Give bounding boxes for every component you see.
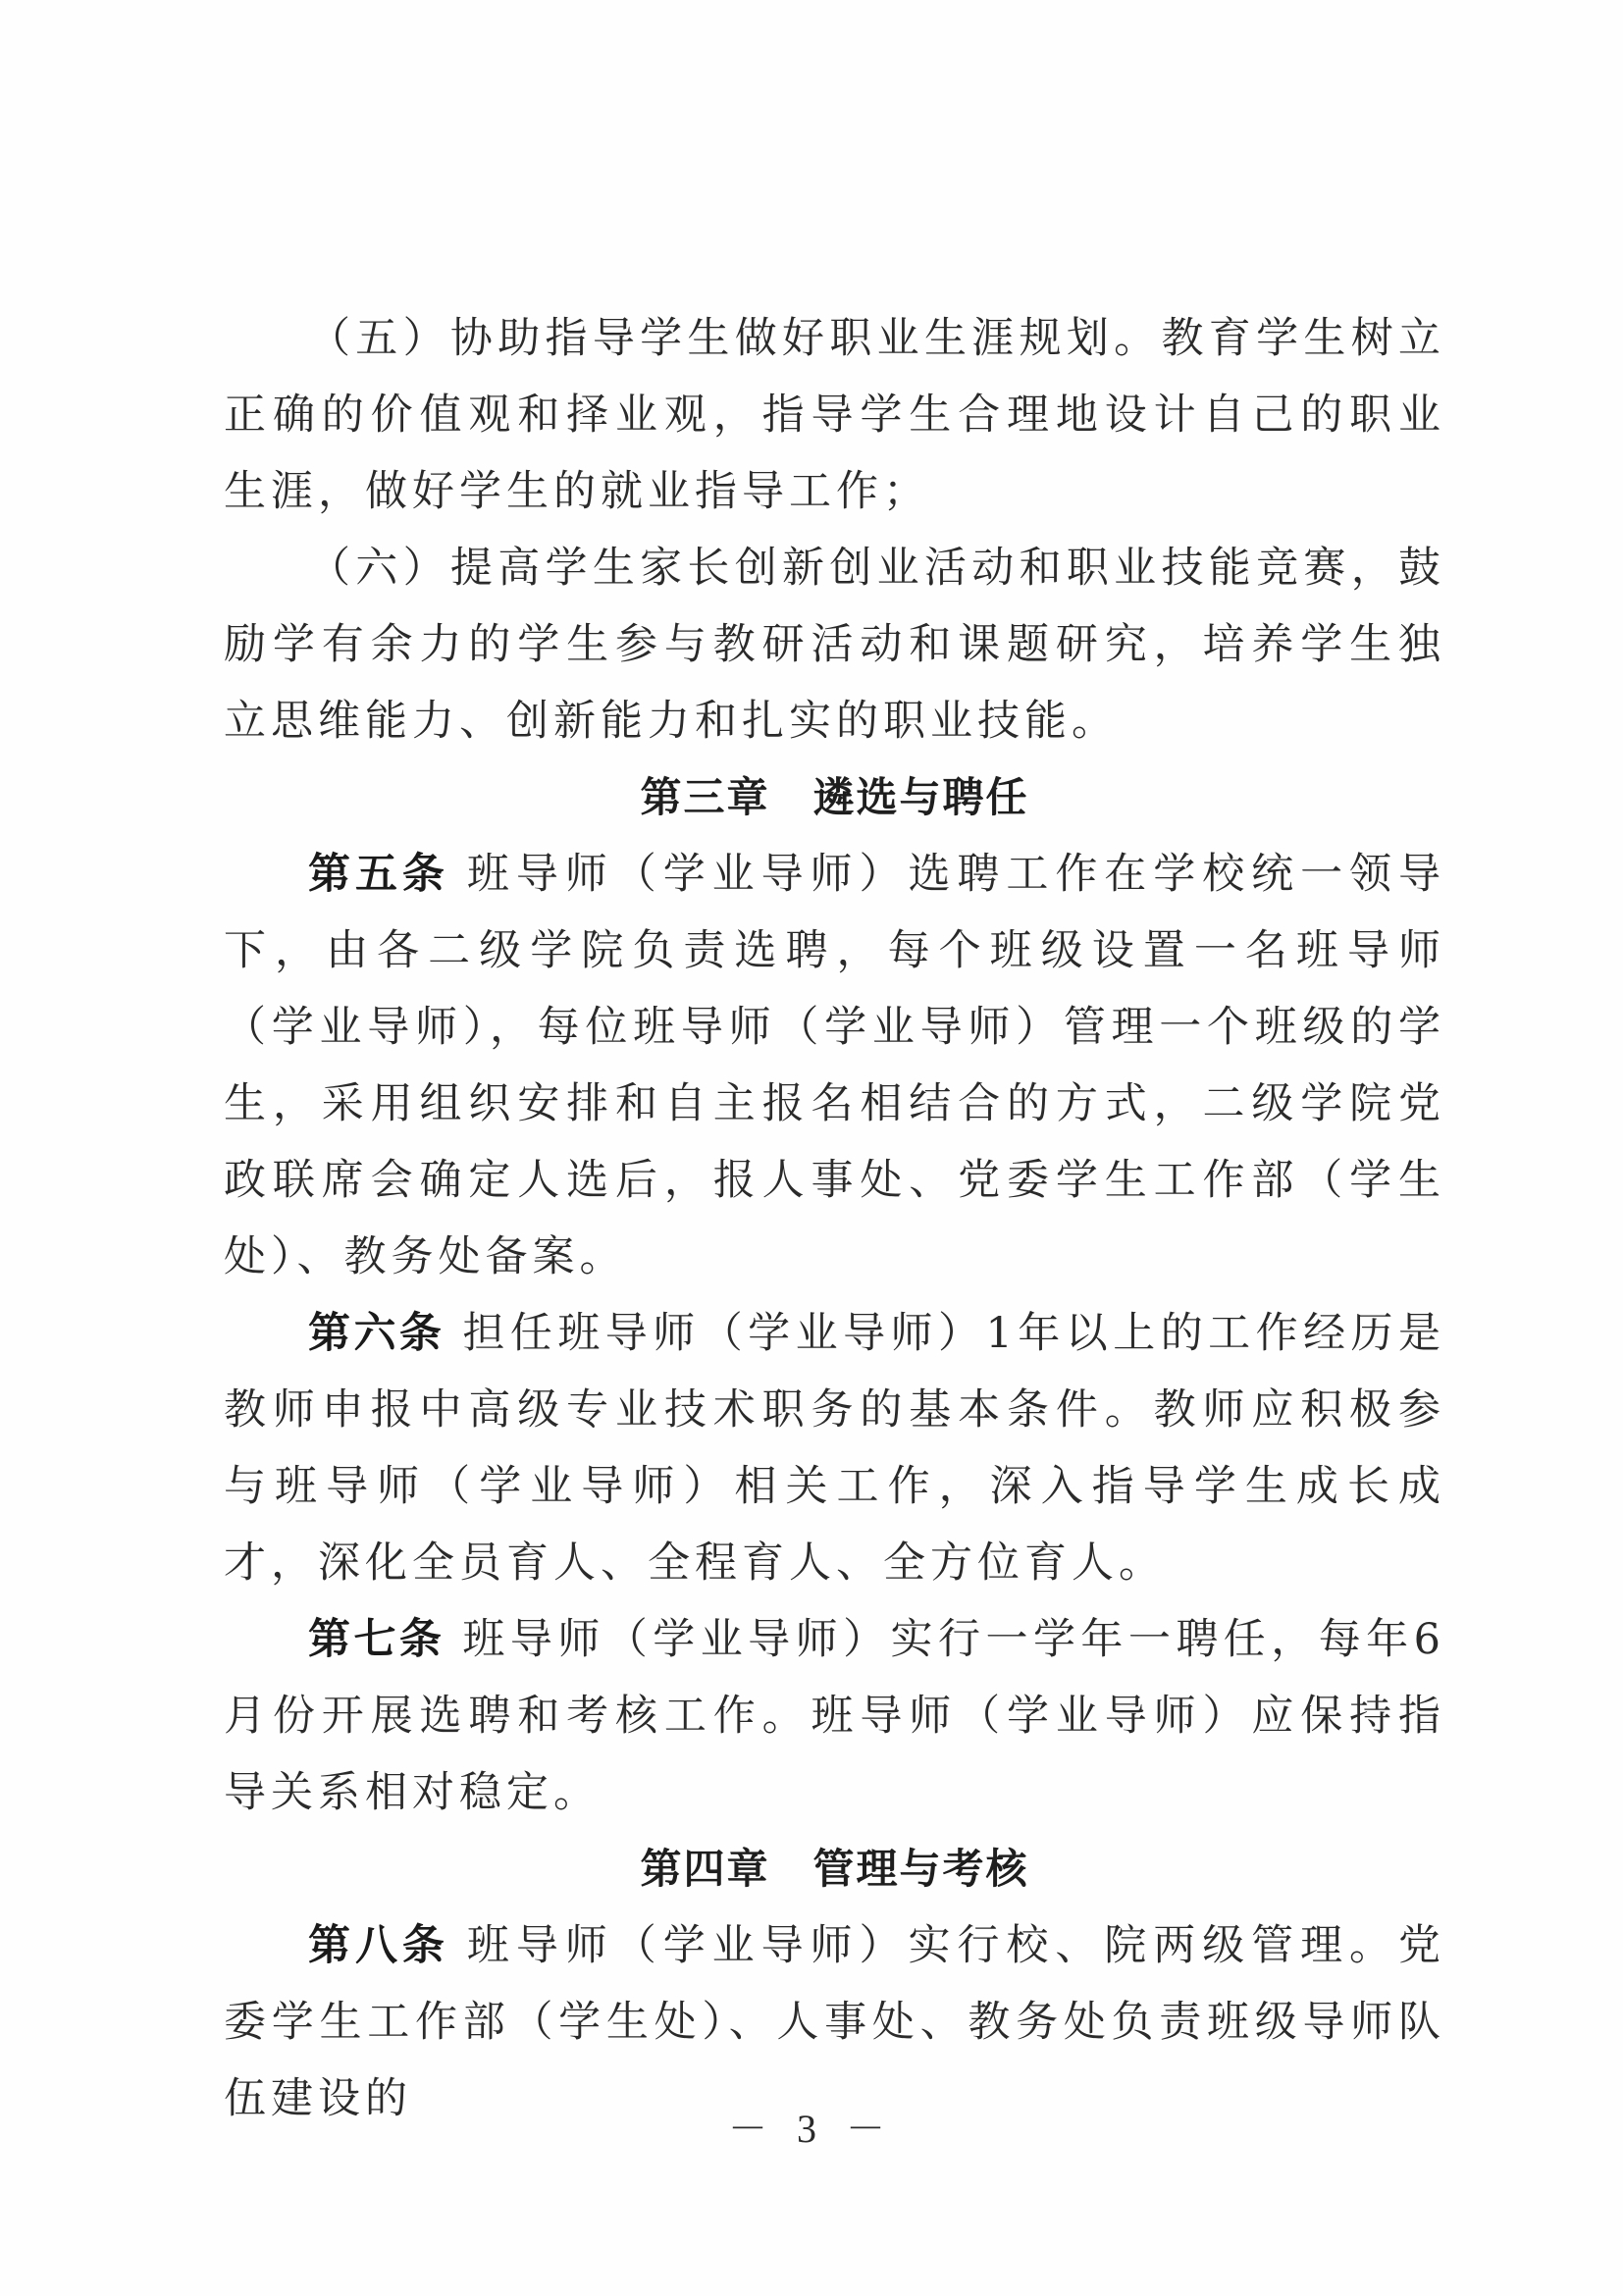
article-5 [224, 836, 1445, 1295]
paragraph-text: （五）协助指导学生做好职业生涯规划。教育学生树立正确的价值观和择业观，指导学生合理地设计自己的职业生涯，做好学生的就业指导工作； [224, 314, 1445, 516]
paragraph-item-6 [224, 530, 1445, 759]
article-text: 班导师（学业导师）选聘工作在学校统一领导下，由各二级学院负责选聘，每个班级设置一名班导师（学业导师），每位班导师（学业导师）管理一个班级的学生，采用组织安排和自主报名相结合的方式，二级学院党政联席会确定人选后，报人事处、党委学生工作部（学生处）、教务处备案。 [224, 850, 1446, 1281]
article-7 [224, 1601, 1445, 1831]
article-label: 第六条 [308, 1309, 445, 1358]
document-body [224, 300, 1445, 2137]
article-label: 第八条 [308, 1921, 449, 1970]
paragraph-item-5 [224, 300, 1445, 530]
article-text: 担任班导师（学业导师）1年以上的工作经历是教师申报中高级专业技术职务的基本条件。教师应积极参与班导师（学业导师）相关工作，深入指导学生成长成才，深化全员育人、全程育人、全方位育人。 [224, 1309, 1446, 1588]
article-6 [224, 1295, 1445, 1601]
article-text: 班导师（学业导师）实行一学年一聘任，每年6月份开展选聘和考核工作。班导师（学业导师）应保持指导关系相对稳定。 [224, 1615, 1446, 1817]
article-label: 第五条 [308, 850, 449, 899]
page-number: － 3 － [728, 2107, 895, 2151]
chapter-heading-3: 第三章 遴选与聘任 [640, 773, 1029, 821]
article-text: 班导师（学业导师）实行校、院两级管理。党委学生工作部（学生处）、人事处、教务处负责班级导师队伍建设的 [224, 1921, 1446, 2123]
paragraph-text: （六）提高学生家长创新创业活动和职业技能竞赛，鼓励学有余力的学生参与教研活动和课题研究，培养学生独立思维能力、创新能力和扎实的职业技能。 [224, 544, 1445, 746]
chapter-heading-4: 第四章 管理与考核 [640, 1845, 1029, 1893]
article-label: 第七条 [308, 1615, 445, 1664]
